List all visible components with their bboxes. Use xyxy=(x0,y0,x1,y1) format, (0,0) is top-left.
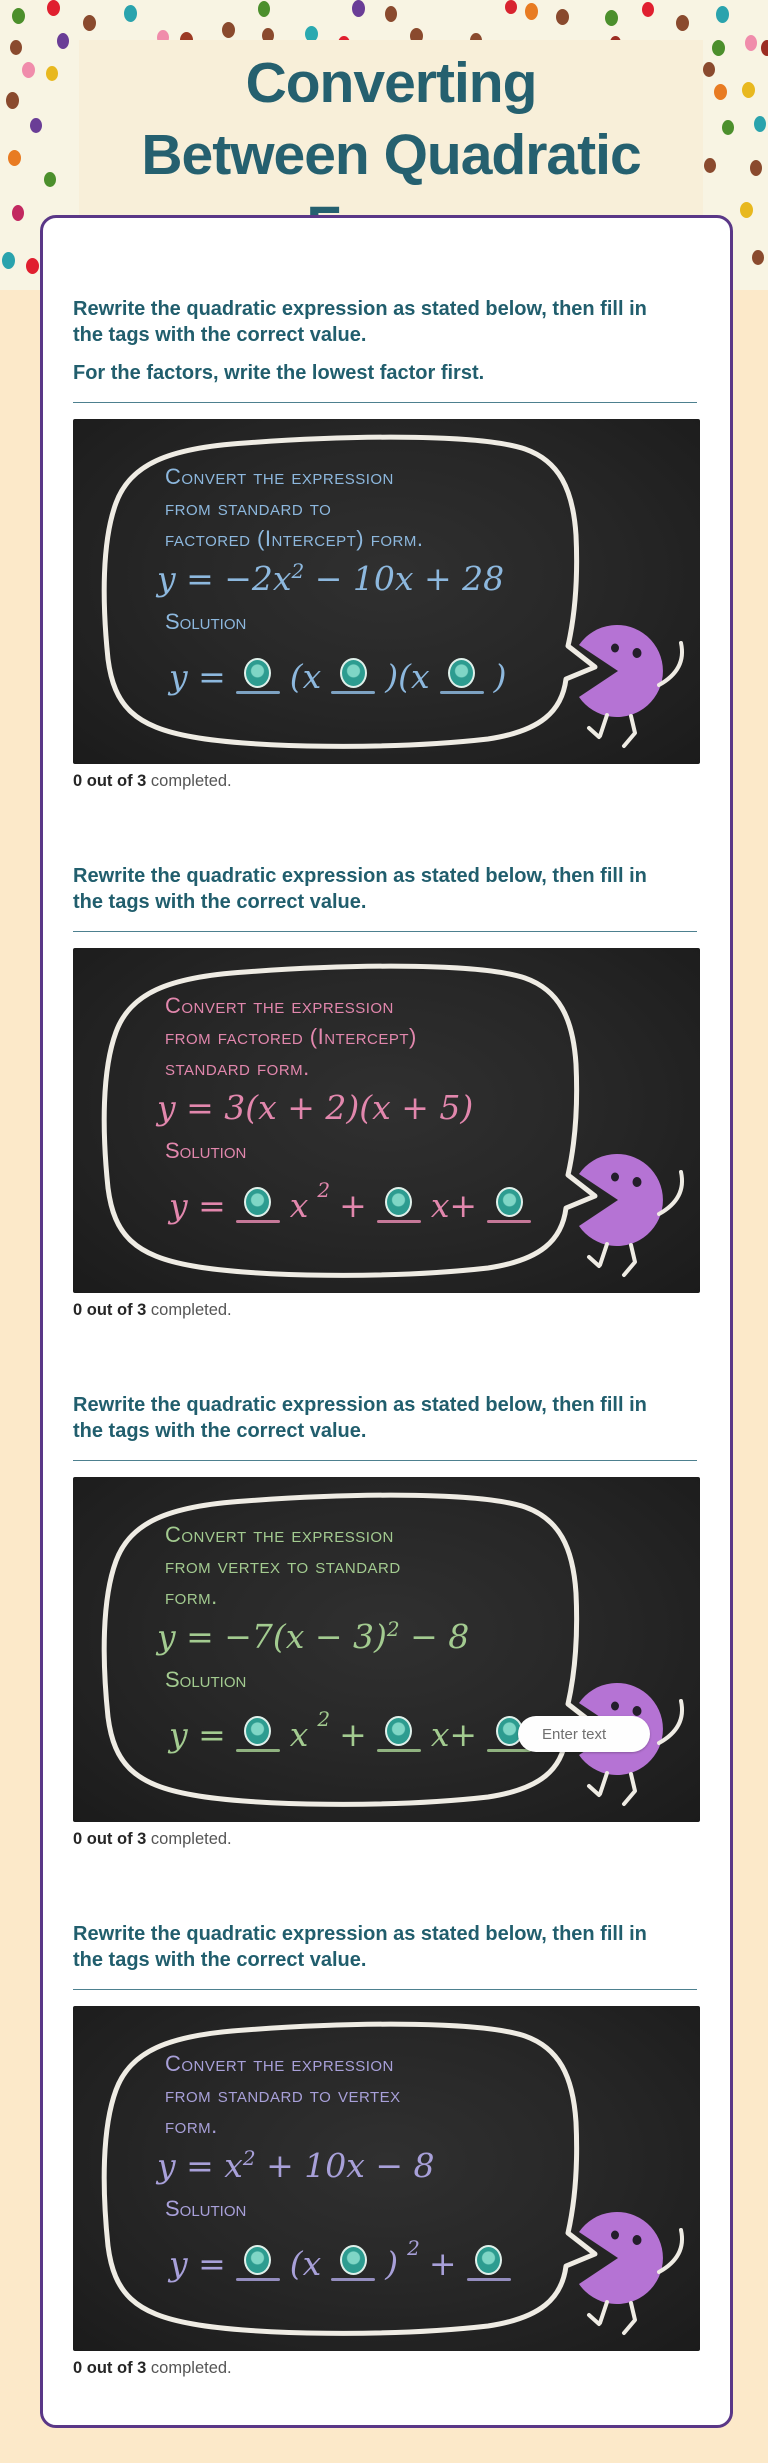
confetti-dot xyxy=(745,35,757,51)
answer-blank-line xyxy=(467,2278,511,2281)
answer-tag-icon[interactable] xyxy=(244,2245,271,2275)
confetti-dot xyxy=(722,120,734,135)
page-title-line: Converting xyxy=(245,51,537,115)
confetti-dot xyxy=(750,160,762,176)
answer-blank-line xyxy=(377,1749,421,1752)
section-divider xyxy=(73,1460,697,1461)
board-prompt-line: Convert the expression xyxy=(165,2051,394,2076)
solution-equation xyxy=(169,647,507,705)
pacman-eye xyxy=(633,2235,642,2245)
chalkboard-image xyxy=(73,948,700,1293)
pacman-legs xyxy=(589,1773,635,1804)
pacman-character xyxy=(579,625,682,746)
board-equation xyxy=(157,2146,434,2185)
confetti-dot xyxy=(754,116,766,132)
answer-blank-line xyxy=(440,691,484,694)
pacman-arm xyxy=(659,643,682,685)
completion-text: completed. xyxy=(146,1301,232,1319)
board-prompt xyxy=(165,990,417,1083)
equation-text: y = xyxy=(169,2243,226,2283)
chalkboard-image xyxy=(73,419,700,764)
answer-blank-line xyxy=(487,1220,531,1223)
instruction-block xyxy=(73,1392,697,1444)
answer-tag[interactable] xyxy=(439,658,485,694)
confetti-dot xyxy=(57,33,69,49)
answer-tag-icon[interactable] xyxy=(496,1187,523,1217)
answer-blank-line xyxy=(331,2278,375,2281)
pacman-legs xyxy=(589,2302,635,2333)
equation-text: y = −7(x − 3) xyxy=(157,1617,387,1656)
confetti-dot xyxy=(742,82,755,98)
equation-exponent: 2 xyxy=(242,2146,256,2170)
confetti-dot xyxy=(740,202,753,218)
equation-exponent: 2 xyxy=(317,1707,331,1731)
confetti-dot xyxy=(22,62,35,78)
equation-text: )(x xyxy=(385,656,430,696)
pacman-character xyxy=(579,1154,682,1275)
pacman-legs xyxy=(589,1244,635,1275)
confetti-dot xyxy=(712,40,725,56)
answer-blank-line xyxy=(236,1220,280,1223)
answer-blank-line xyxy=(236,1749,280,1752)
answer-tag[interactable] xyxy=(235,1187,281,1223)
board-prompt-line: form. xyxy=(165,2113,218,2138)
confetti-dot xyxy=(8,150,21,166)
answer-tag[interactable] xyxy=(330,658,376,694)
confetti-dot xyxy=(556,9,569,25)
completion-status xyxy=(73,1301,697,1320)
confetti-dot xyxy=(83,15,96,31)
confetti-dot xyxy=(761,40,768,56)
answer-tag-icon[interactable] xyxy=(340,658,367,688)
equation-text: y = xyxy=(169,1714,226,1754)
completion-count: 0 out of 3 xyxy=(73,2359,147,2377)
question-section xyxy=(73,1392,697,1849)
equation-text: − 10x + 28 xyxy=(304,559,505,598)
equation-text: + xyxy=(339,1714,367,1754)
completion-text: completed. xyxy=(146,772,232,790)
confetti-dot xyxy=(26,258,39,274)
instruction-block xyxy=(73,296,697,386)
answer-blank-line xyxy=(236,691,280,694)
answer-tag-icon[interactable] xyxy=(448,658,475,688)
section-divider xyxy=(73,402,697,403)
equation-text: y = xyxy=(169,1185,226,1225)
instruction-block xyxy=(73,863,697,915)
solution-label: Solution xyxy=(165,609,247,634)
board-prompt-line: Convert the expression xyxy=(165,993,394,1018)
pacman-arm xyxy=(659,1172,682,1214)
completion-status xyxy=(73,772,697,791)
confetti-dot xyxy=(30,118,42,133)
pacman-eye xyxy=(611,1702,619,1711)
confetti-dot xyxy=(44,172,56,187)
equation-text: x xyxy=(289,1185,309,1225)
board-prompt-line: form. xyxy=(165,1584,218,1609)
confetti-dot xyxy=(222,22,235,38)
pacman-arm xyxy=(659,1701,682,1743)
page-title-line: Between Quadratic xyxy=(141,123,641,187)
answer-tag-icon[interactable] xyxy=(244,658,271,688)
question-section xyxy=(73,863,697,1320)
answer-blank-line xyxy=(236,2278,280,2281)
confetti-dot xyxy=(46,66,58,81)
completion-status xyxy=(73,1830,697,1849)
worksheet-card xyxy=(40,215,733,2428)
confetti-dot xyxy=(716,6,729,23)
equation-text: (x xyxy=(289,656,322,696)
board-prompt-line: Convert the expression xyxy=(165,464,394,489)
solution-equation xyxy=(169,2234,512,2292)
answer-blank-line xyxy=(487,1749,531,1752)
pacman-arm xyxy=(659,2230,682,2272)
confetti-dot xyxy=(703,62,715,77)
equation-text: y = xyxy=(169,656,226,696)
board-equation xyxy=(157,559,504,598)
answer-blank-line xyxy=(331,691,375,694)
equation-text: y = x xyxy=(157,2146,243,2185)
section-divider xyxy=(73,1989,697,1990)
answer-tag[interactable] xyxy=(235,2245,281,2281)
completion-text: completed. xyxy=(146,2359,232,2377)
pacman-legs xyxy=(589,715,635,746)
completion-status xyxy=(73,2359,697,2378)
confetti-dot xyxy=(525,3,538,20)
answer-tag-icon[interactable] xyxy=(385,1187,412,1217)
solution-label: Solution xyxy=(165,1138,247,1163)
question-section xyxy=(73,1921,697,2378)
equation-text: x+ xyxy=(430,1714,478,1754)
board-prompt-line: from standard to vertex xyxy=(165,2082,401,2107)
equation-text: (x xyxy=(289,2243,322,2283)
confetti-dot xyxy=(47,0,60,16)
answer-tag-icon[interactable] xyxy=(475,2245,502,2275)
completion-count: 0 out of 3 xyxy=(73,772,147,790)
answer-tag-icon[interactable] xyxy=(244,1187,271,1217)
equation-exponent: 2 xyxy=(386,1617,400,1641)
pacman-eye xyxy=(633,1706,642,1716)
equation-text: y = 3(x + 2)(x + 5) xyxy=(157,1088,474,1127)
completion-text: completed. xyxy=(146,1830,232,1848)
board-prompt xyxy=(165,2048,401,2141)
instruction-text: For the factors, write the lowest factor first. xyxy=(73,362,485,384)
instruction-text: Rewrite the quadratic expression as stated below, then fill in the tags with the correct value. xyxy=(73,298,647,346)
equation-text: + 10x − 8 xyxy=(255,2146,435,2185)
solution-label: Solution xyxy=(165,1667,247,1692)
confetti-dot xyxy=(12,205,24,221)
solution-equation xyxy=(169,1705,532,1763)
equation-exponent: 2 xyxy=(317,1178,331,1202)
confetti-dot xyxy=(605,10,618,26)
confetti-dot xyxy=(6,92,19,109)
answer-tag-icon[interactable] xyxy=(244,1716,271,1746)
confetti-dot xyxy=(2,252,15,269)
equation-text: + xyxy=(428,2243,457,2283)
equation-text: ) xyxy=(493,656,507,696)
answer-tag-icon[interactable] xyxy=(385,1716,412,1746)
equation-exponent: 2 xyxy=(291,559,305,583)
answer-tag[interactable] xyxy=(466,2245,512,2281)
pacman-eye xyxy=(633,1177,642,1187)
equation-text: − 8 xyxy=(399,1617,470,1656)
confetti-dot xyxy=(704,158,716,173)
answer-tag[interactable] xyxy=(235,1716,281,1752)
instruction-text: Rewrite the quadratic expression as stated below, then fill in the tags with the correct value. xyxy=(73,1394,647,1442)
solution-equation xyxy=(169,1176,532,1234)
confetti-dot xyxy=(714,84,727,100)
board-equation xyxy=(157,1088,473,1127)
instruction-text: Rewrite the quadratic expression as stated below, then fill in the tags with the correct value. xyxy=(73,865,647,913)
confetti-dot xyxy=(676,15,689,31)
board-prompt xyxy=(165,461,424,554)
equation-text: + xyxy=(339,1185,367,1225)
confetti-dot xyxy=(505,0,517,14)
answer-blank-line xyxy=(377,1220,421,1223)
equation-text: y = −2x xyxy=(157,559,292,598)
confetti-dot xyxy=(258,1,270,17)
board-prompt xyxy=(165,1519,401,1612)
confetti-dot xyxy=(642,2,654,17)
section-divider xyxy=(73,931,697,932)
confetti-dot xyxy=(352,0,365,17)
equation-text: x+ xyxy=(430,1185,478,1225)
confetti-dot xyxy=(752,250,764,265)
instruction-block xyxy=(73,1921,697,1973)
confetti-dot xyxy=(12,8,25,24)
answer-tag-icon[interactable] xyxy=(340,2245,367,2275)
instruction-text: Rewrite the quadratic expression as stated below, then fill in the tags with the correct value. xyxy=(73,1923,647,1971)
answer-tag[interactable] xyxy=(486,1187,532,1223)
equation-exponent: 2 xyxy=(407,2236,420,2260)
confetti-dot xyxy=(385,6,397,22)
answer-tag[interactable] xyxy=(376,1187,422,1223)
pacman-eye xyxy=(611,1173,619,1182)
equation-text: ) xyxy=(385,2243,399,2283)
pacman-eye xyxy=(611,2231,619,2240)
answer-input[interactable] xyxy=(518,1716,650,1752)
answer-tag[interactable] xyxy=(235,658,281,694)
answer-tag[interactable] xyxy=(330,2245,376,2281)
question-section xyxy=(73,296,697,791)
solution-label: Solution xyxy=(165,2196,247,2221)
equation-text: x xyxy=(289,1714,309,1754)
completion-count: 0 out of 3 xyxy=(73,1830,147,1848)
pacman-eye xyxy=(633,648,642,658)
chalkboard-image xyxy=(73,1477,700,1822)
answer-tag[interactable] xyxy=(376,1716,422,1752)
completion-count: 0 out of 3 xyxy=(73,1301,147,1319)
board-prompt-line: Convert the expression xyxy=(165,1522,394,1547)
pacman-eye xyxy=(611,644,619,653)
chalkboard-image xyxy=(73,2006,700,2351)
confetti-dot xyxy=(124,5,137,22)
board-prompt-line: factored (Intercept) form. xyxy=(165,526,424,551)
board-prompt-line: from factored (Intercept) xyxy=(165,1024,417,1049)
board-equation xyxy=(157,1617,469,1656)
board-prompt-line: from vertex to standard xyxy=(165,1553,401,1578)
confetti-dot xyxy=(10,40,22,55)
pacman-character xyxy=(579,2212,682,2333)
board-prompt-line: from standard to xyxy=(165,495,332,520)
board-prompt-line: standard form. xyxy=(165,1055,310,1080)
